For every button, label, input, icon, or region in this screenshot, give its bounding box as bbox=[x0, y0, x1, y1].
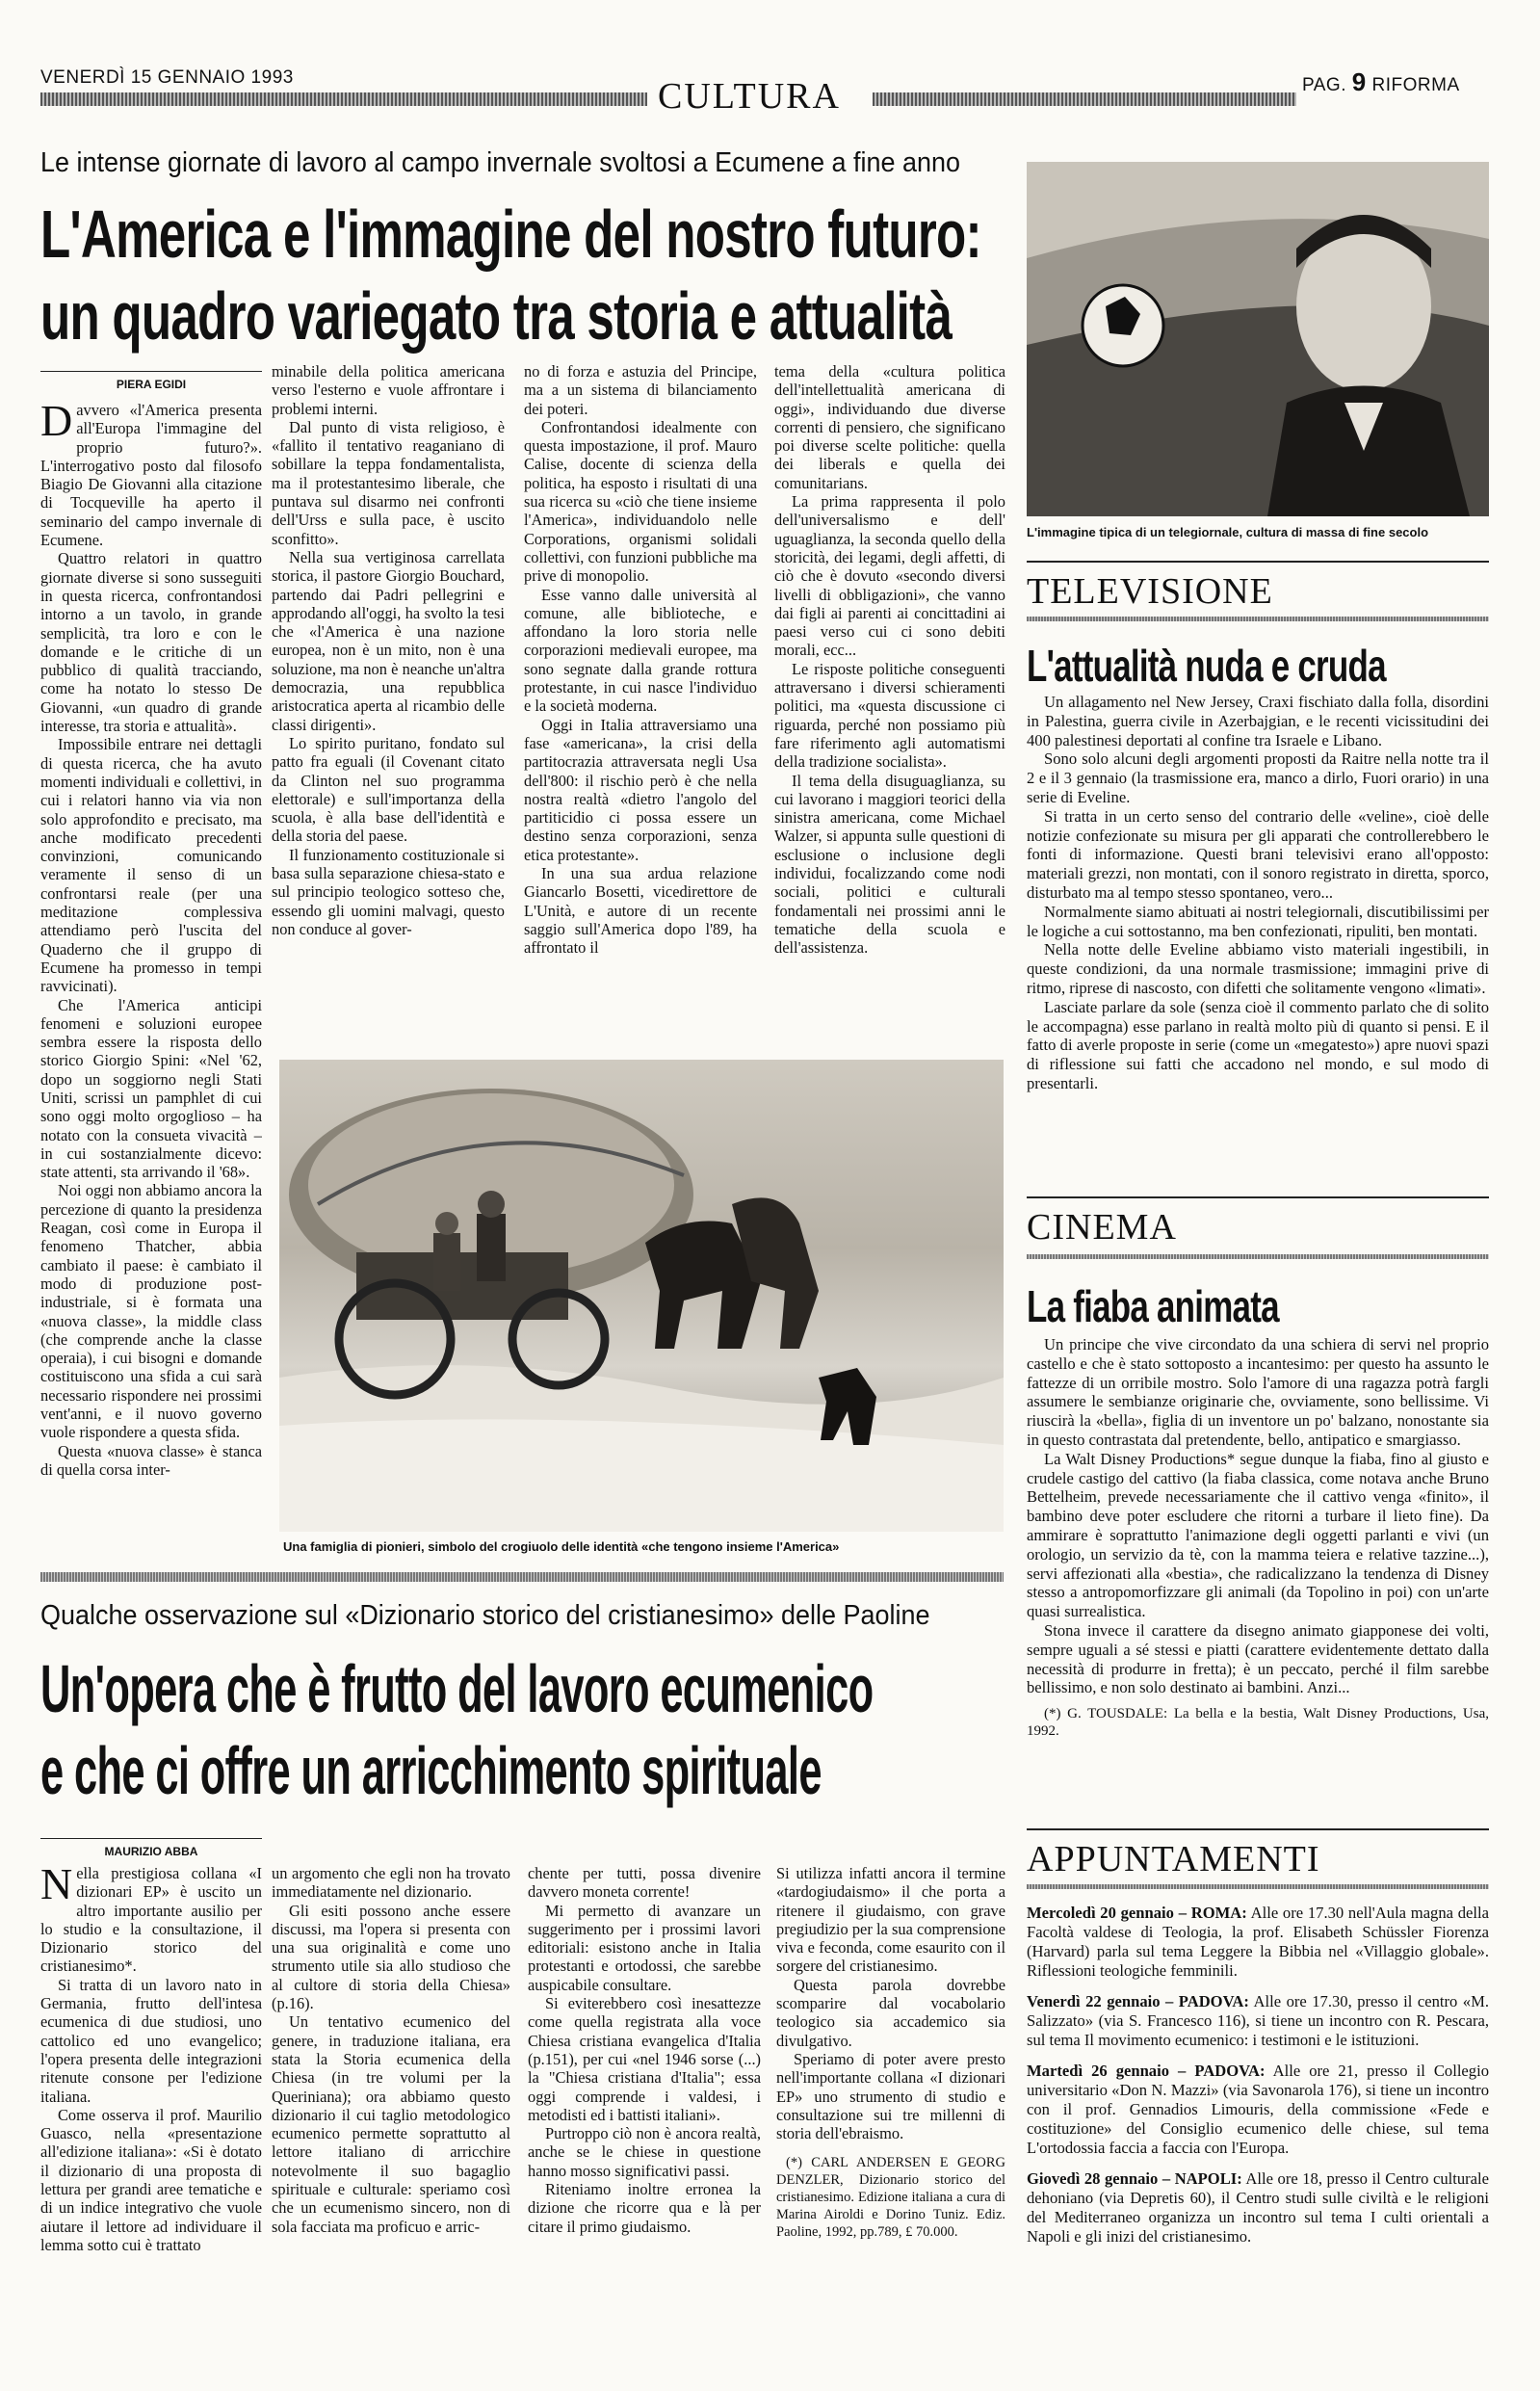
article1-col2-p1: minabile della politica americana verso l'esterno e vuole affrontare i problemi interni. bbox=[272, 362, 505, 418]
article2-col1-p3: Come osserva il prof. Maurilio Guasco, nella «presentazione all'edizione italiana»: «Si è dotato il dizionario di una proposta di lettura per grandi aree tematiche e di un indice integrativo che vuole aiutare il lettore ad individuare il lemma sotto cui è trattato bbox=[40, 2105, 262, 2254]
appointment-4 bbox=[1027, 2169, 1489, 2246]
header-rule-right bbox=[873, 92, 1296, 106]
article2-author: MAURIZIO ABBA bbox=[104, 1845, 198, 1858]
tv-p1: Un allagamento nel New Jersey, Craxi fischiato dalla folla, disordini in Palestina, guerra civile in Azerbajgian, e le recenti vicissitudini dei 400 palestinesi deportati al confine tra Israele e Libano. bbox=[1027, 693, 1489, 749]
tv-p5: Nella notte delle Eveline abbiamo visto materiali ingestibili, in queste condizioni, da una normale trasmissione; immagini prive di ritmo, riprese di nascosto, con difetti che solitamente vengono «limati». bbox=[1027, 940, 1489, 997]
article2-col4-p1: Si utilizza infatti ancora il termine «tardogiudaismo» il che porta a ritenere il giudaismo, con grave pregiudizio per la sua comprensione viva e feconda, come esaurito con il sorgere del cristianesimo. bbox=[776, 1864, 1005, 1976]
appointment-4-head: Giovedì 28 gennaio – NAPOLI: bbox=[1027, 2169, 1242, 2188]
article2-col1-p1: ella prestigiosa collana «I dizionari EP» è uscito un altro importante ausilio per lo studio e la consultazione, il Dizionario storico del cristianesimo*. bbox=[40, 1864, 262, 1976]
header-page-number: 9 bbox=[1351, 67, 1367, 96]
article1-col3-p2: Confrontandosi idealmente con questa impostazione, il prof. Mauro Calise, docente di scienza della politica, ha esposto i risultati di una sua ricerca su «ciò che tiene insieme l'America», individuandolo nelle Corporations, organismi solidali collettivi, con funzioni pubbliche ma prive di monopolio. bbox=[524, 417, 757, 586]
article1-col2-p2: Dal punto di vista religioso, è «fallito il tentativo reaganiano di sobillare la teppa fondamentalista, ma il protestantesimo liberale, che puntava sul disarmo nei confronti dell'Urss e sulla pace, è uscito sconfitto». bbox=[272, 417, 505, 548]
article2-note: (*) CARL ANDERSEN E GEORG DENZLER, Dizionario storico del cristianesimo. Edizione italiana a cura di Marina Airoldi e Dorino Tuniz. Ediz. Paoline, 1992, pp.789, £ 70.000. bbox=[776, 2155, 1005, 2241]
article1-col1-p4: Che l'America anticipi fenomeni e soluzioni europee sembra essere la risposta dello storico Giorgio Spini: «Nel '62, dopo un soggiorno negli Stati Uniti, scrissi un pamphlet di cui sono oggi molto orgoglioso – ha notato con la consueta vivacità – in cui sostanzialmente dicevo: state attenti, sta arrivando il '68». bbox=[40, 995, 262, 1182]
tv-section-underline bbox=[1027, 617, 1489, 621]
article2-col3-p1: chente per tutti, possa divenire davvero moneta corrente! bbox=[528, 1864, 761, 1902]
article2-column-1 bbox=[40, 1864, 262, 2357]
pioneer-illustration bbox=[279, 1060, 1004, 1532]
header-page-label: PAG. bbox=[1302, 75, 1346, 95]
header-paper: RIFORMA bbox=[1371, 75, 1460, 95]
appt-section-title bbox=[1027, 1838, 1320, 1880]
cinema-section-text: CINEMA bbox=[1027, 1207, 1177, 1248]
appointment-3 bbox=[1027, 2062, 1489, 2158]
tv-p4: Normalmente siamo abituati ai nostri telegiornali, discutibilissimi per le logiche a cui sottostanno, ma ben confezionati, ripuliti, ben montati. bbox=[1027, 902, 1489, 940]
article1-author: PIERA EGIDI bbox=[116, 378, 187, 391]
article1-col3-p5: In una sua ardua relazione Giancarlo Bosetti, vicedirettore de L'Unità, e autore di un recente saggio sull'America dopo l'89, ha affrontato il bbox=[524, 864, 757, 958]
appointment-1 bbox=[1027, 1904, 1489, 1981]
article2-col2-p1: un argomento che egli non ha trovato immediatamente nel dizionario. bbox=[272, 1864, 510, 1902]
cinema-p1: Un principe che vive circondato da una schiera di servi nel proprio castello e che è stato sottoposto a incantesimo: per questo ha assunto le fattezze di un orribile mostro. Solo l'amore di una ragazza potrà fargli assumere le sembianze originarie che, ovviamente, sono bellissime. Vi riuscirà la «bella», figlia di un inventore un po' balzano, nonostante sia in questo contrastata dal pretendente, bello, antipatico e smargiasso. bbox=[1027, 1335, 1489, 1449]
cinema-note: (*) G. TOUSDALE: La bella e la bestia, Walt Disney Productions, Usa, 1992. bbox=[1027, 1706, 1489, 1740]
article1-col1-p5: Noi oggi non abbiamo ancora la percezione di quanto la presidenza Reagan, così come in Europa il fenomeno Thatcher, abbia cambiato il paese: è cambiato il modo di produzione post-industriale, si è formata una «nuova classe», la middle class (che comprende anche la classe operaia), i cui bisogni e domande costituiscono una sfida a cui sarà necessario rispondere nei prossimi vent'anni, e il nuovo governo vuole rispondere a questa sfida. bbox=[40, 1181, 262, 1442]
appt-section-rule bbox=[1027, 1828, 1489, 1830]
article1-col3-p1: no di forza e astuzia del Principe, ma a un sistema di bilanciamento dei poteri. bbox=[524, 362, 757, 418]
cinema-section-title bbox=[1027, 1206, 1177, 1248]
appointment-2-head: Venerdì 22 gennaio – PADOVA: bbox=[1027, 1992, 1249, 2010]
appt-section-underline bbox=[1027, 1884, 1489, 1889]
tv-section-title bbox=[1027, 570, 1273, 613]
pioneer-photo-caption: Una famiglia di pionieri, simbolo del crogiuolo delle identità «che tengono insieme l'America» bbox=[283, 1539, 840, 1554]
header-rule-left bbox=[40, 92, 647, 106]
appointment-1-text: Alle ore 17.30 nell'Aula magna della Facoltà valdese di Teologia, la prof. Elisabeth Schüssler Fiorenza (Harvard) parla sul tema Leggere la Bibbia nel «Villaggio globale». Riflessioni teologiche femminili. bbox=[1027, 1904, 1489, 1980]
article2-column-2 bbox=[272, 1864, 510, 2357]
tv-news-photo bbox=[1027, 162, 1489, 516]
article1-col1-p1: avvero «l'America presenta all'Europa l'immagine del proprio futuro?». L'interrogativo posto dal filosofo Biagio De Giovanni alla citazione di Tocqueville ha aperto il seminario del campo invernale di Ecumene. bbox=[40, 401, 262, 550]
article2-title-line2: e che ci offre un arricchimento spirituale bbox=[40, 1733, 822, 1808]
article1-col3-p4: Oggi in Italia attraversiamo una fase «americana», la crisi della partitocrazia attraversata negli Usa dell'800: il rischio però è che nella nostra realtà «dietro l'angolo del partiticidio ci possa essere un destino senza corporazioni, senza etica protestante». bbox=[524, 715, 757, 864]
appointment-2-text: Alle ore 17.30, presso il centro «M. Salizzato» (via S. Francesco 116), si tiene un incontro con R. Pescara, sul tema Il movimento ecumenico: i testimoni e le istituzioni. bbox=[1027, 1992, 1489, 2049]
cinema-p2: La Walt Disney Productions* segue dunque la fiaba, fino al giusto e crudele castigo del cattivo (la fiaba classica, come notava anche Bruno Bettelheim, prevede necessariamente che il cattivo venga «finito», il bambino deve poter escludere che ritorni a turbare il lieto fine). Da ammirare è soprattutto l'animazione degli oggetti parlanti e vivi (un orologio, un servizio da tè, con la mamma teiera e relative tazzine...), servi affezionati alla «bestia», che radicalizzano la tendenza di Disney stesso a antropomorfizzare gli animali (da Topolino in poi) con un'arte quasi surrealistica. bbox=[1027, 1449, 1489, 1621]
header-section bbox=[658, 75, 841, 118]
article2-col2-p2: Gli esiti possono anche essere discussi, ma l'opera si presenta con una sua originalità e come uno strumento utile sia allo studioso che al cultore di storia della Chiesa» (p.16). bbox=[272, 1901, 510, 2013]
appointment-3-head: Martedì 26 gennaio – PADOVA: bbox=[1027, 2062, 1266, 2080]
article1-title-line1: L'America e l'immagine del nostro futuro: bbox=[40, 197, 981, 272]
article2-col3-p5: Riteniamo inoltre erronea la dizione che ricorre qua e là per citare il primo giudaismo. bbox=[528, 2180, 761, 2236]
cinema-p3: Stona invece il carattere da disegno animato giapponese dei volti, sempre uguali a sé stessi e piatti (carattere evidentemente dettato dalla necessità di produrre in fretta); è un peccato, perché il film sarebbe bellissimo, e non solo destinato ai bambini. Anzi... bbox=[1027, 1620, 1489, 1697]
article1-author-rule bbox=[40, 371, 262, 372]
tv-illustration bbox=[1027, 162, 1489, 516]
article-divider bbox=[40, 1572, 1004, 1582]
article2-col4-p2: Questa parola dovrebbe scomparire dal vocabolario teologico sia accademico sia divulgativo. bbox=[776, 1975, 1005, 2050]
article1-column-3 bbox=[524, 362, 757, 1056]
tv-p6: Lasciate parlare da sole (senza cioè il commento parlato che di solito le accompagna) esse parlano in realtà molto più di quanto si pensi. E il fatto di averle proposte in serie (come un «megatesto») apre nuovi spazi di riflessione sui fatti che accadono nel mondo, e sul modo di presentarli. bbox=[1027, 997, 1489, 1092]
article1-col2-p4: Lo spirito puritano, fondato sul patto fra eguali (il Covenant citato da Clinton nel suo programma elettorale) e sull'importanza della scuola, è alla base dell'identità e della storia del paese. bbox=[272, 733, 505, 846]
tv-section-rule bbox=[1027, 561, 1489, 563]
article2-author-rule bbox=[40, 1838, 262, 1839]
appt-section-text: APPUNTAMENTI bbox=[1027, 1839, 1320, 1879]
dropcap-d: D bbox=[40, 401, 73, 445]
header-section-text: CULTURA bbox=[658, 76, 841, 117]
article1-col2-p5: Il funzionamento costituzionale si basa sulla separazione chiesa-stato e sul principio teologico sotteso che, essendo gli uomini malvagi, questo non conduce al gover- bbox=[272, 845, 505, 938]
article2-col2-p3: Un tentativo ecumenico del genere, in traduzione italiana, era stata la Storia ecumenica della Chiesa (in tre volumi per la Queriniana); ora abbiamo questo dizionario il cui taglio metodologico ecumenico permette soprattutto al lettore italiano di arricchire notevolmente il suo bagaglio spirituale e culturale: speriamo così che un ecumenismo sincero, non di sola facciata ma proficuo e arric- bbox=[272, 2012, 510, 2236]
article1-col4-p2: La prima rappresenta il polo dell'universalismo e dell' uguaglianza, la seconda quello della storicità, dei legami, degli affetti, di ciò che è dovuto «secondo diversi livelli di obbligazioni», che vanno dai figli ai parenti ai concittadini ai paesi verso cui ci sono debiti morali, ecc... bbox=[774, 492, 1005, 660]
article2-col3-p4: Purtroppo ciò non è ancora realtà, anche se le chiese in questione hanno mosso significativi passi. bbox=[528, 2124, 761, 2180]
appointment-2 bbox=[1027, 1992, 1489, 2050]
tv-section-text: TELEVISIONE bbox=[1027, 571, 1273, 612]
article1-col2-p3: Nella sua vertiginosa carrellata storica, il pastore Giorgio Bouchard, partendo dai Padri pellegrini e approdando all'oggi, ha svolto la tesi che «l'America è una nazione europea, non è un mito, non è una soluzione, ma non è neanche un'altra democrazia, una repubblica aristocratica aperta al ricambio delle classi dirigenti». bbox=[272, 547, 505, 734]
tv-p3: Si tratta in un certo senso del contrario delle «veline», cioè delle notizie confezionate su misura per gli apparati che controllerebbero le fonti di informazione. Questi brani televisivi erano all'opposto: materiali grezzi, non montati, con il sonoro registrato in diretta, sporco, disturbato ma al tempo stesso spontaneo, vero... bbox=[1027, 806, 1489, 902]
article2-kicker: Qualche osservazione sul «Dizionario storico del cristianesimo» delle Paoline bbox=[40, 1600, 930, 1631]
article1-kicker: Le intense giornate di lavoro al campo invernale svoltosi a Ecumene a fine anno bbox=[40, 147, 961, 178]
tv-article-title: L'attualità nuda e cruda bbox=[1027, 641, 1386, 691]
appointment-4-text: Alle ore 18, presso il Centro culturale dehoniano (via Depretis 60), il Centro studi sulle civiltà e le religioni del Mediterraneo organizza un incontro sul tema I culti orientali a Napoli e gli inizi del cristianesimo. bbox=[1027, 2169, 1489, 2246]
article2-col4-p3: Speriamo di poter avere presto nell'importante collana «I dizionari EP» uno strumento di studio e consultazione sui tre millenni di storia dell'ebraismo. bbox=[776, 2049, 1005, 2143]
article2-col3-p3: Si eviterebbero così inesattezze come quella registrata alla voce Chiesa cristiana evangelica d'Italia (p.151), per cui «nel 1946 sorse (...) la "Chiesa cristiana d'Italia"; essa oggi comprende i valdesi, i metodisti ed i battisti italiani». bbox=[528, 1994, 761, 2124]
tv-p2: Sono solo alcuni degli argomenti proposti da Raitre nella notte tra il 2 e il 3 gennaio (la trasmissione era, manco a dirlo, Fuori orario) in una serie di Eveline. bbox=[1027, 749, 1489, 806]
article1-col1-p6: Questa «nuova classe» è stanca di quella corsa inter- bbox=[40, 1441, 262, 1479]
cinema-section-rule bbox=[1027, 1196, 1489, 1198]
dropcap-n: N bbox=[40, 1864, 73, 1908]
article2-column-3 bbox=[528, 1864, 761, 2357]
cinema-article-body bbox=[1027, 1335, 1489, 1740]
article2-col1-p2: Si tratta di un lavoro nato in Germania, frutto dell'intesa ecumenica di due studiosi, uno cattolico ed uno evangelico; l'opera presenta delle integrazioni ritenute consone per l'edizione italiana. bbox=[40, 1975, 262, 2106]
article2-col3-p2: Mi permetto di avanzare un suggerimento per i prossimi lavori editoriali: esistono anche in Italia protestanti e ortodossi, che sarebbe auspicabile consultare. bbox=[528, 1901, 761, 1994]
appointment-3-text: Alle ore 21, presso il Collegio universitario «Don N. Mazzi» (via Savonarola 176), si tiene un incontro con il prof. Gennadios Limouris, della commissione «Fede e costituzione» del Consiglio ecumenico delle chiese, sul tema L'ortodossia faccia a faccia con l'Europa. bbox=[1027, 2062, 1489, 2157]
cinema-section-underline bbox=[1027, 1254, 1489, 1259]
header-date: VENERDÌ 15 GENNAIO 1993 bbox=[40, 67, 294, 88]
tv-article-body bbox=[1027, 693, 1489, 1093]
article1-title-line2: un quadro variegato tra storia e attualità bbox=[40, 278, 953, 354]
article1-column-4 bbox=[774, 362, 1005, 1056]
article1-column-2 bbox=[272, 362, 505, 1056]
article2-column-4 bbox=[776, 1864, 1005, 2357]
article1-col4-p3: Le risposte politiche conseguenti attraversano i diversi schieramenti politici, ma «questa discussione ci riguarda, perché non possiamo più fare riferimento agli automatismi della tradizione socialista». bbox=[774, 659, 1005, 772]
pioneer-family-photo bbox=[279, 1060, 1004, 1532]
tv-photo-caption: L'immagine tipica di un telegiornale, cultura di massa di fine secolo bbox=[1027, 525, 1429, 539]
article1-col1-p3: Impossibile entrare nei dettagli di questa ricerca, che ha avuto momenti individuali e collettivi, in cui i relatori hanno via via non solo approfondito e precisato, ma anche modificato precedenti convinzioni, comunicando veramente il senso di un confrontarsi reale (per una meditazione complessiva attendiamo però l'uscita del Quaderno che il gruppo di Ecumene ha promesso in tempi ravvicinati). bbox=[40, 735, 262, 996]
article1-col4-p4: Il tema della disuguaglianza, su cui lavorano i maggiori teorici della sinistra americana, come Michael Walzer, si appunta sulle questioni di esclusione o inclusione degli individui, focalizzando come nodi sociali, politici e culturali fondamentali nei prossimi anni le tematiche della scuola e dell'assistenza. bbox=[774, 771, 1005, 958]
appointments-list bbox=[1027, 1904, 1489, 2258]
header-page bbox=[1302, 67, 1460, 97]
appointment-1-head: Mercoledì 20 gennaio – ROMA: bbox=[1027, 1904, 1247, 1922]
cinema-article-title: La fiaba animata bbox=[1027, 1281, 1279, 1331]
article1-col1-p2: Quattro relatori in quattro giornate diverse si sono susseguiti in questa ricerca, confrontandosi intorno a un tavolo, in grande semplicità, tra loro e con le domande e le critiche di un pubblico di qualità tracciando, come ha notato lo stesso De Giovanni, «un quadro di grande interesse, tra storia e attualità». bbox=[40, 549, 262, 736]
article1-col3-p3: Esse vanno dalle università al comune, alle biblioteche, e affondano la loro storia nelle corporazioni medievali europee, ma sono segnate dalla grande rottura protestante, in cui nasce l'individuo e la società moderna. bbox=[524, 585, 757, 716]
article1-col4-p1: tema della «cultura politica dell'intellettualità americana di oggi», individuando due diverse correnti di pensiero, che significano poi diverse scelte politiche: quella dei liberals e quella dei comunitarians. bbox=[774, 362, 1005, 492]
article2-title-line1: Un'opera che è frutto del lavoro ecumenico bbox=[40, 1651, 874, 1726]
